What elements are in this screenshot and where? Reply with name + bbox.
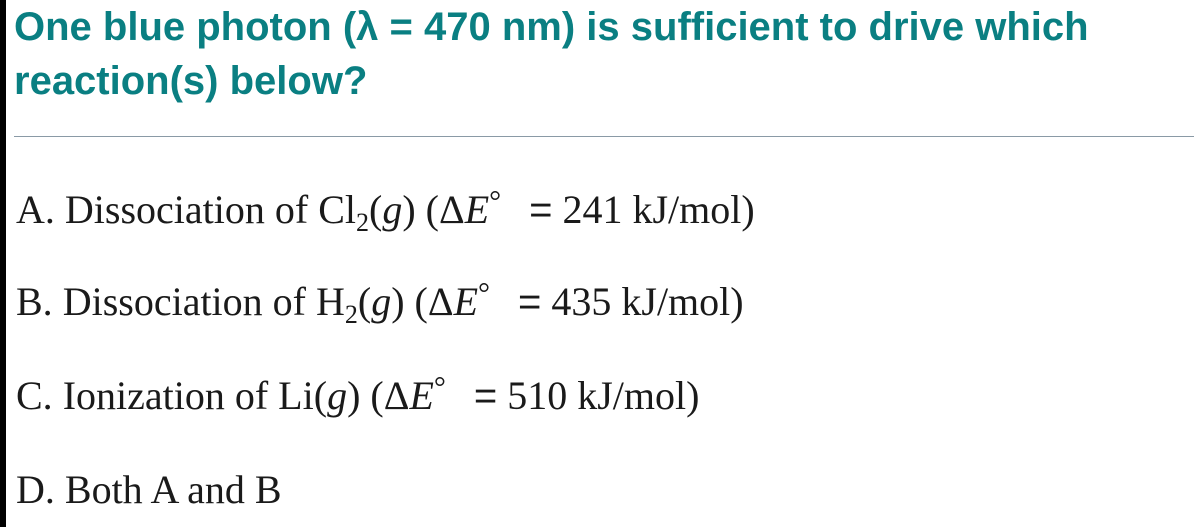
phase: (g)	[368, 187, 416, 232]
left-border	[0, 0, 6, 527]
delta: (Δ	[425, 187, 465, 232]
degree-symbol: °	[433, 371, 446, 404]
equals-sign: =	[529, 188, 553, 232]
subscript: 2	[344, 300, 358, 329]
delta: (Δ	[414, 279, 454, 324]
subscript: 2	[355, 208, 369, 237]
option-a[interactable]	[16, 180, 755, 240]
option-letter: C.	[16, 373, 53, 418]
option-b[interactable]	[16, 272, 744, 332]
option-letter: D.	[16, 467, 55, 512]
phase-symbol: g	[382, 187, 403, 232]
energy-value: 510 kJ/mol)	[507, 373, 700, 418]
option-c[interactable]	[16, 366, 699, 426]
option-letter: B.	[16, 279, 53, 324]
question-text: One blue photon (λ = 470 nm) is sufficient to drive which reaction(s) below?	[14, 5, 1089, 103]
equals-sign: =	[473, 374, 498, 418]
phase: (g)	[313, 373, 361, 418]
energy-symbol: E	[453, 279, 479, 324]
option-d[interactable]	[16, 460, 282, 520]
option-prefix: Dissociation of Cl	[64, 187, 356, 232]
phase-symbol: g	[371, 279, 392, 324]
phase-label	[314, 373, 361, 418]
option-letter: A.	[16, 187, 55, 232]
option-prefix: Ionization of Li	[62, 373, 314, 418]
phase-label	[369, 187, 416, 232]
phase-label	[358, 279, 405, 324]
energy-symbol: E	[409, 373, 434, 418]
option-prefix: Dissociation of H	[62, 279, 345, 324]
divider	[14, 136, 1194, 137]
degree-symbol: °	[489, 185, 502, 218]
degree-symbol: °	[478, 277, 491, 310]
phase: (g)	[357, 279, 405, 324]
equals-sign: =	[518, 280, 542, 324]
energy-symbol: E	[464, 187, 490, 232]
energy-value: 241 kJ/mol)	[562, 187, 755, 232]
option-text: Both A and B	[64, 467, 282, 512]
energy-value: 435 kJ/mol)	[551, 279, 744, 324]
delta: (Δ	[370, 373, 410, 418]
phase-symbol: g	[327, 373, 348, 418]
